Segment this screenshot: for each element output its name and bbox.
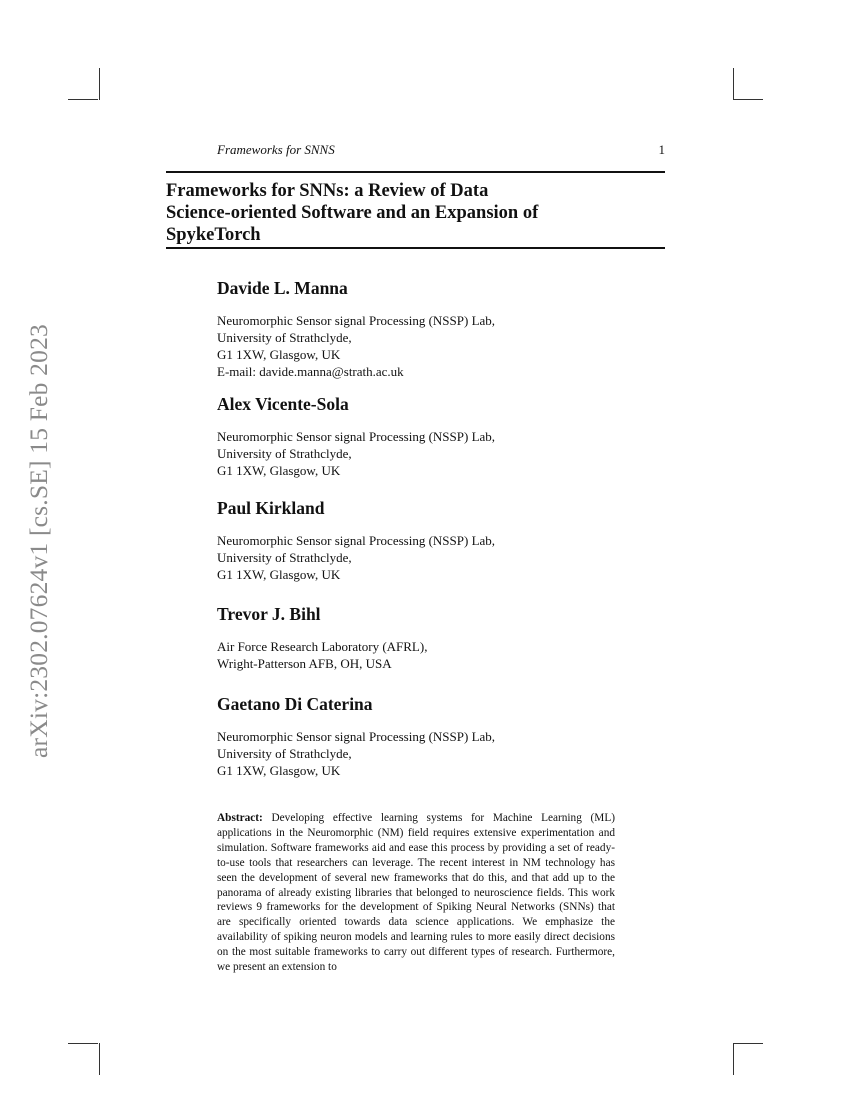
arxiv-side-stamp: arXiv:2302.07624v1 [cs.SE] 15 Feb 2023: [24, 324, 53, 758]
crop-mark: [68, 1043, 98, 1044]
affiliation-line: G1 1XW, Glasgow, UK: [217, 463, 341, 478]
author-name: Alex Vicente-Sola: [217, 394, 349, 414]
affiliation-line: Neuromorphic Sensor signal Processing (NSSP) Lab,: [217, 729, 496, 744]
author-email: E-mail: davide.manna@strath.ac.uk: [217, 364, 404, 379]
author-block: [217, 394, 657, 479]
paper-title-line: Science-oriented Software and an Expansion of: [166, 203, 539, 223]
author-name: Paul Kirkland: [217, 498, 325, 518]
affiliation-line: University of Strathclyde,: [217, 330, 352, 345]
abstract-text: Developing effective learning systems for Machine Learning (ML) applications in the Neuromorphic (NM) field requires extensive experimentation and simulation. Software frameworks aid and ease this process by providing a set of ready-to-use tools that researchers can leverage. The recent interest in NM technology has seen the development of several new frameworks that do this, and that add up to the panorama of already existing libraries that belonged to neuroscience fields. This work reviews 9 frameworks for the development of Spiking Neural Networks (SNNs) that are specifically oriented towards data science applications. We emphasize the availability of spiking neuron models and learning rules to more easily direct decisions on the most suitable frameworks to carry out different types of research. Furthermore, we present an extension to: [217, 812, 615, 974]
crop-mark: [99, 68, 100, 100]
paper-title-line: SpykeTorch: [166, 225, 261, 245]
paper-title-line: Frameworks for SNNs: a Review of Data: [166, 181, 489, 201]
affiliation-line: Air Force Research Laboratory (AFRL),: [217, 639, 428, 654]
running-head-title: Frameworks for SNNS: [217, 142, 335, 157]
running-head: [217, 142, 665, 158]
affiliation-line: G1 1XW, Glasgow, UK: [217, 567, 341, 582]
crop-mark: [733, 1043, 734, 1075]
paper-title: [166, 180, 665, 246]
author-block: [217, 604, 657, 672]
author-block: [217, 694, 657, 779]
affiliation-line: G1 1XW, Glasgow, UK: [217, 763, 341, 778]
affiliation-line: Neuromorphic Sensor signal Processing (NSSP) Lab,: [217, 533, 496, 548]
author-name: Gaetano Di Caterina: [217, 694, 373, 714]
author-name: Davide L. Manna: [217, 278, 348, 298]
affiliation-line: University of Strathclyde,: [217, 446, 352, 461]
affiliation-line: University of Strathclyde,: [217, 746, 352, 761]
title-top-rule: [166, 171, 665, 173]
crop-mark: [733, 1043, 763, 1044]
affiliation-line: University of Strathclyde,: [217, 550, 352, 565]
abstract-label: Abstract:: [217, 812, 263, 824]
title-bottom-rule: [166, 247, 665, 249]
abstract: [217, 811, 615, 975]
page-number: 1: [658, 142, 665, 157]
author-name: Trevor J. Bihl: [217, 604, 321, 624]
affiliation-line: Neuromorphic Sensor signal Processing (NSSP) Lab,: [217, 429, 496, 444]
affiliation-line: G1 1XW, Glasgow, UK: [217, 347, 341, 362]
author-block: [217, 498, 657, 583]
crop-mark: [733, 99, 763, 100]
affiliation-line: Neuromorphic Sensor signal Processing (NSSP) Lab,: [217, 313, 496, 328]
author-block: [217, 278, 657, 380]
crop-mark: [99, 1043, 100, 1075]
affiliation-line: Wright-Patterson AFB, OH, USA: [217, 656, 392, 671]
crop-mark: [68, 99, 98, 100]
crop-mark: [733, 68, 734, 100]
